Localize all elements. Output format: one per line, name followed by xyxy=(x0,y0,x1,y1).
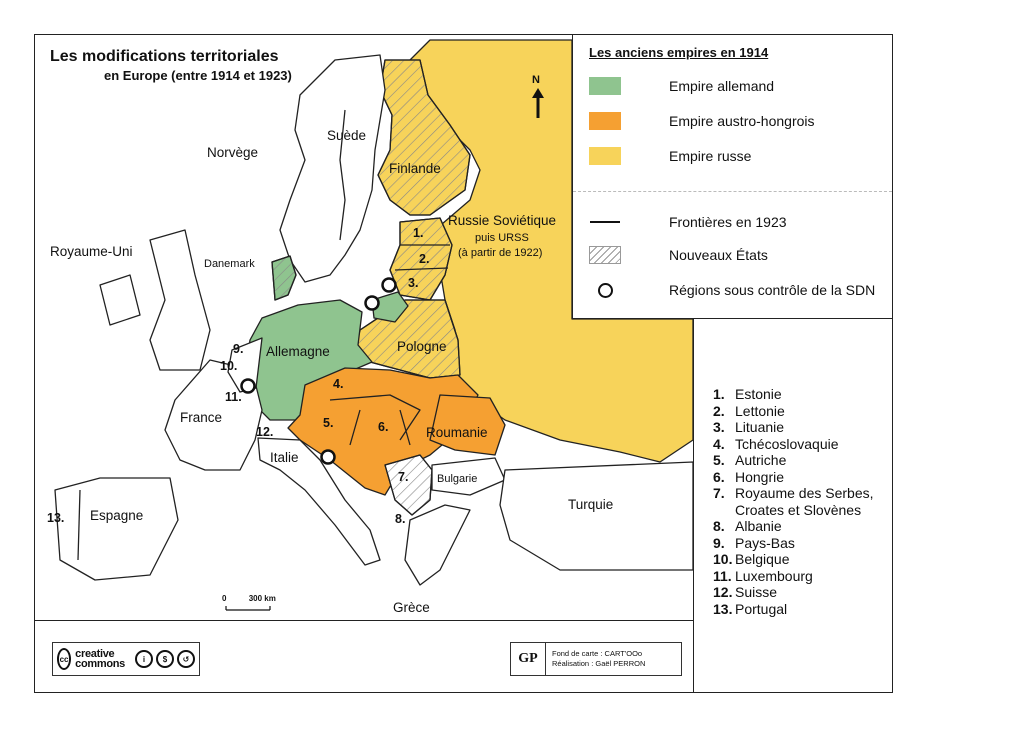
iberie-region xyxy=(55,478,178,580)
sharealike-icon: ↺ xyxy=(177,650,195,668)
divider-vertical xyxy=(693,319,694,693)
label-urss-date: (à partir de 1922) xyxy=(458,247,543,259)
label-france: France xyxy=(180,410,223,425)
country-list xyxy=(713,386,875,617)
legend-item-russe xyxy=(589,147,751,165)
line-symbol xyxy=(589,221,621,223)
swatch-austro xyxy=(589,112,621,130)
map-number: 3. xyxy=(408,276,419,290)
label-danemark: Danemark xyxy=(204,258,255,270)
list-item: 1. Estonie xyxy=(713,386,782,402)
hatch-symbol xyxy=(589,246,621,264)
map-number: 4. xyxy=(333,377,344,391)
legend-item-austro xyxy=(589,112,815,130)
map-number: 5. xyxy=(323,416,334,430)
north-label: N xyxy=(532,74,540,86)
grece-region xyxy=(405,505,470,585)
list-item: 7. Royaume des Serbes, Croates et Slovènes xyxy=(713,485,874,518)
legend-item-frontieres xyxy=(589,214,787,230)
map-number: 13. xyxy=(47,511,65,525)
list-item: 12. Suisse xyxy=(713,584,778,600)
list-item: 5. Autriche xyxy=(713,452,787,468)
map-number: 2. xyxy=(419,252,430,266)
swatch-russe xyxy=(589,147,621,165)
list-item: 11. Luxembourg xyxy=(713,567,813,584)
gp-logo: GP xyxy=(511,643,546,675)
label-royaume-uni: Royaume-Uni xyxy=(50,244,133,259)
label-italie: Italie xyxy=(270,450,299,465)
divider-horizontal xyxy=(34,620,694,621)
legend-label: Empire austro-hongrois xyxy=(669,113,815,129)
scale-dist: 300 km xyxy=(248,594,276,603)
label-espagne: Espagne xyxy=(90,508,144,523)
credit-lines xyxy=(546,649,645,669)
legend-label: Régions sous contrôle de la SDN xyxy=(669,282,876,298)
legend-item-nouveaux xyxy=(589,246,768,264)
scale-bar xyxy=(226,606,270,610)
label-roumanie: Roumanie xyxy=(426,425,488,440)
map-number: 12. xyxy=(256,425,274,439)
cc-license-icons xyxy=(135,650,195,668)
sdn-circle xyxy=(322,451,335,464)
legend-label: Nouveaux États xyxy=(669,247,768,263)
legend-item-allemand xyxy=(589,77,774,95)
map-number: 8. xyxy=(395,512,406,526)
label-finlande: Finlande xyxy=(389,161,441,176)
list-item: 3. Lituanie xyxy=(713,419,785,435)
legend-separator xyxy=(573,191,892,192)
legend-item-sdn xyxy=(589,282,875,298)
turquie-region xyxy=(500,462,693,570)
legend-label: Empire allemand xyxy=(669,78,775,94)
legend-label: Empire russe xyxy=(669,148,752,164)
map-number: 11. xyxy=(225,390,242,404)
swatch-allemand xyxy=(589,77,621,95)
label-allemagne: Allemagne xyxy=(266,344,330,359)
sdn-circle xyxy=(242,380,255,393)
label-grece: Grèce xyxy=(393,600,430,615)
legend-label: Frontières en 1923 xyxy=(669,214,787,230)
list-item: 8. Albanie xyxy=(713,518,782,534)
circle-symbol xyxy=(589,283,621,298)
scale-zero: 0 xyxy=(222,594,227,603)
map-subtitle: en Europe (entre 1914 et 1923) xyxy=(104,68,292,83)
scandinavie xyxy=(280,55,385,282)
list-item: 4. Tchécoslovaquie xyxy=(713,435,839,452)
label-turquie: Turquie xyxy=(568,497,614,512)
legend-title: Les anciens empires en 1914 xyxy=(589,45,769,60)
map-number: 6. xyxy=(378,420,389,434)
label-bulgarie: Bulgarie xyxy=(437,473,478,485)
attribution-icon: i xyxy=(135,650,153,668)
list-item: 10. Belgique xyxy=(713,551,790,567)
credit-box xyxy=(510,642,682,676)
list-item: 2. Lettonie xyxy=(713,402,785,419)
map-number: 10. xyxy=(220,359,238,373)
map-number: 9. xyxy=(233,342,244,356)
label-russie: Russie Soviétique xyxy=(448,213,557,228)
royaume-uni-region xyxy=(150,230,210,370)
sdn-circle xyxy=(383,279,396,292)
creative-commons-badge[interactable] xyxy=(52,642,200,676)
credit-fond: Fond de carte : CART'OOo xyxy=(552,649,643,658)
list-item: 13. Portugal xyxy=(713,600,788,617)
scale-label xyxy=(222,594,276,603)
cc-icon: cc xyxy=(57,648,71,670)
label-urss: puis URSS xyxy=(475,232,529,244)
label-pologne: Pologne xyxy=(397,339,447,354)
map-number: 7. xyxy=(398,470,409,484)
sdn-circle xyxy=(366,297,379,310)
legend-panel xyxy=(572,34,893,319)
label-norvege: Norvège xyxy=(207,145,259,160)
credit-realisation: Réalisation : Gaël PERRON xyxy=(552,659,646,668)
noncommercial-icon: $ xyxy=(156,650,174,668)
map-number: 1. xyxy=(413,226,424,240)
label-suede: Suède xyxy=(327,128,367,143)
cc-text: creative commons xyxy=(75,648,125,670)
map-title: Les modifications territoriales xyxy=(50,48,279,65)
list-item: 6. Hongrie xyxy=(713,468,785,485)
list-item: 9. Pays-Bas xyxy=(713,534,795,551)
